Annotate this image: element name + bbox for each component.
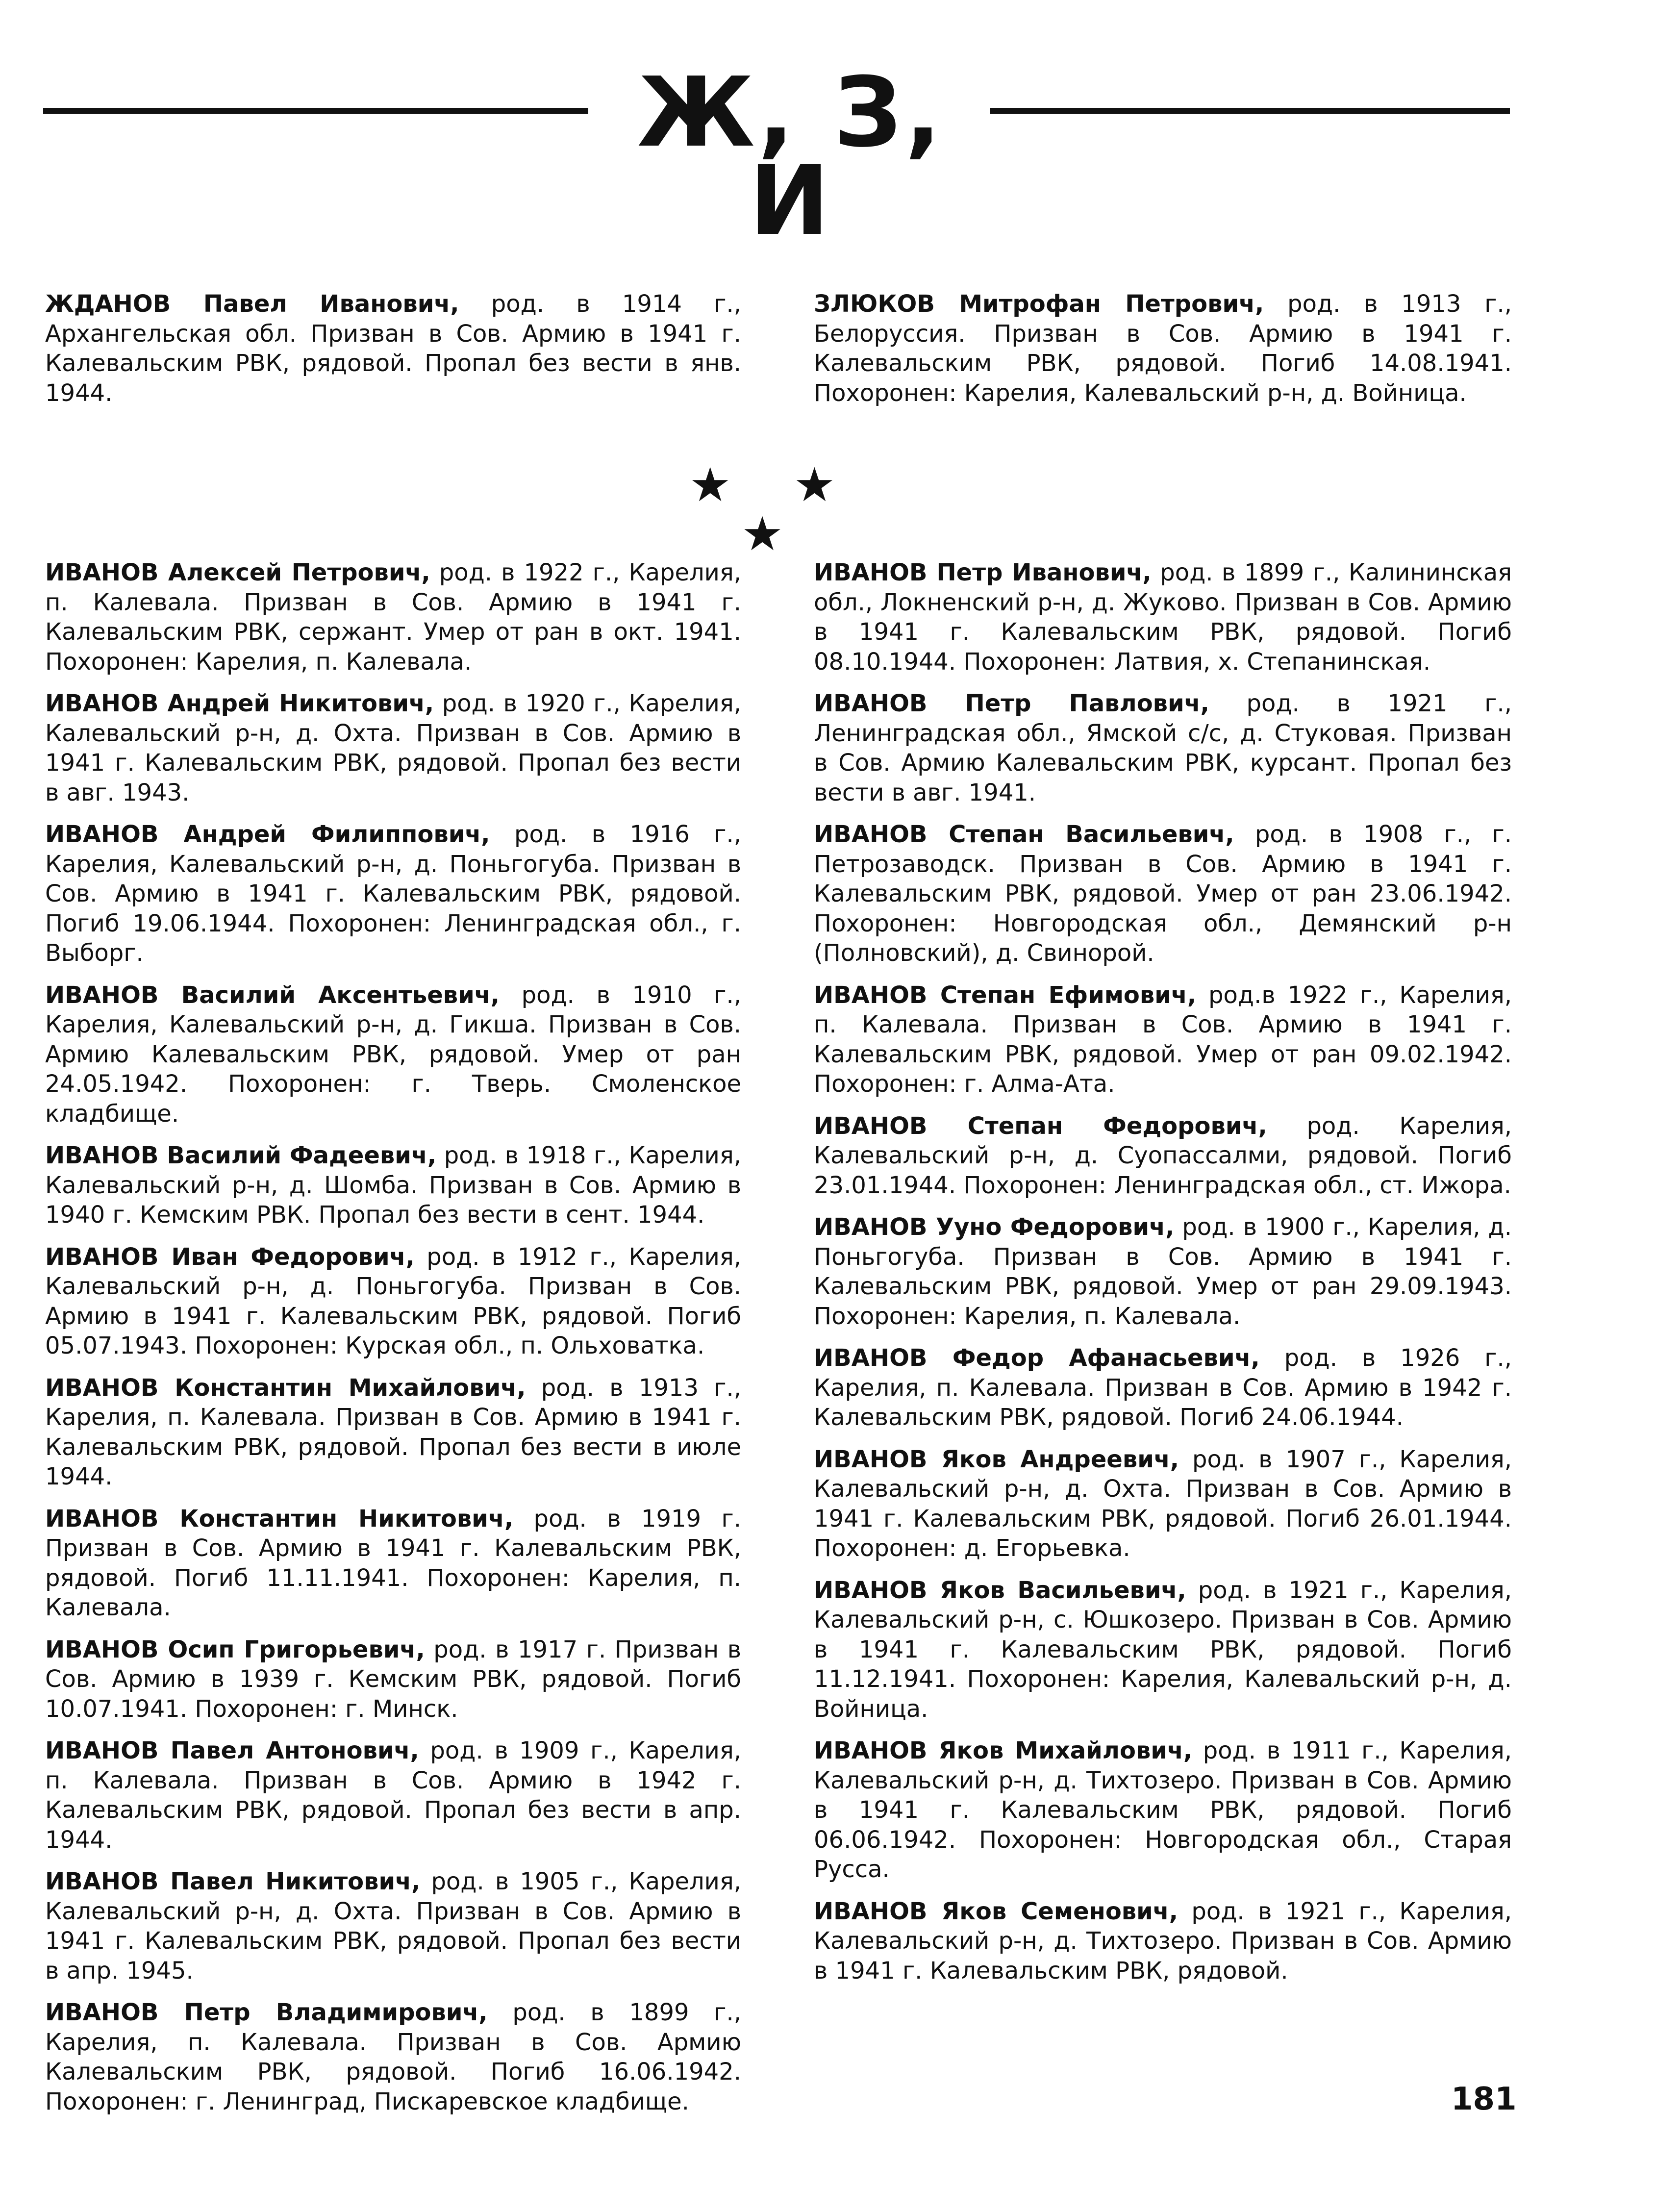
list-item: [45, 1635, 741, 1724]
entry-text: род. в 1920 г., Карелия, Калевальский р-н, д. Охта. Призван в Сов. Армию в 1941 г. Калевальским РВК, рядовой. Пропал без вести в авг. 1943.: [45, 690, 742, 806]
entry-text: род. в 1921 г., Ленинградская обл., Ямской с/с, д. Стуковая. Призван в Сов. Армию Калевальским РВК, курсант. Пропал без вести в авг. 1941.: [814, 690, 1512, 806]
entry-name: ИВАНОВ Яков Васильевич,: [814, 1576, 1186, 1604]
list-item: [814, 689, 1512, 807]
entry-text: род.в 1922 г., Карелия, п. Калевала. Призван в Сов. Армию в 1941 г. Калевальским РВК, рядовой. Умер от ран 09.02.1942. Похоронен: г. Алма-Ата.: [814, 981, 1512, 1098]
entry-text: род. в 1922 г., Карелия, п. Калевала. Призван в Сов. Армию в 1941 г. Калевальским РВК, сержант. Умер от ран в окт. 1941. Похоронен: Карелия, п. Калевала.: [45, 559, 742, 676]
entry-name: ИВАНОВ Иван Федорович,: [45, 1243, 415, 1271]
list-item: [814, 1445, 1512, 1563]
entry-name: ЖДАНОВ Павел Иванович,: [45, 290, 459, 318]
entry-text: род. в 1900 г., Карелия, д. Поньгогуба. Призван в Сов. Армию в 1941 г. Калевальским РВК, рядовой. Умер от ран 29.09.1943. Похоронен: Карелия, п. Калевала.: [814, 1213, 1512, 1330]
list-item: [814, 1576, 1512, 1724]
entry-name: ИВАНОВ Федор Афанасьевич,: [814, 1344, 1260, 1372]
list-item: [45, 1141, 741, 1230]
list-item: [814, 1111, 1512, 1201]
entry-text: род. в 1913 г., Карелия, п. Калевала. Призван в Сов. Армию в 1941 г. Калевальским РВК, рядовой. Пропал без вести в июле 1944.: [45, 1374, 741, 1490]
list-item: [45, 689, 741, 807]
entry-text: род. в 1905 г., Карелия, Калевальский р-н, д. Охта. Призван в Сов. Армию в 1941 г. Калевальским РВК, рядовой. Пропал без вести в апр. 1945.: [45, 1868, 742, 1985]
entry-name: ИВАНОВ Андрей Филиппович,: [45, 821, 490, 848]
list-item: [45, 980, 741, 1129]
list-item: [45, 1867, 741, 1986]
list-item: [814, 558, 1512, 677]
list-item: [45, 1504, 741, 1623]
entry-name: ЗЛЮКОВ Митрофан Петрович,: [814, 290, 1264, 318]
entry-text: род. в 1914 г., Архангельская обл. Призван в Сов. Армию в 1941 г. Калевальским РВК, рядовой. Пропал без вести в янв. 1944.: [45, 290, 741, 407]
entry-text: род. в 1926 г., Карелия, п. Калевала. Призван в Сов. Армию в 1942 г. Калевальским РВК, рядовой. Погиб 24.06.1944.: [814, 1344, 1512, 1431]
entry-text: род. в 1918 г., Карелия, Калевальский р-н, д. Шомба. Призван в Сов. Армию в 1940 г. Кемским РВК. Пропал без вести в сент. 1944.: [45, 1142, 742, 1229]
entry-name: ИВАНОВ Яков Андреевич,: [814, 1445, 1179, 1473]
entry-name: ИВАНОВ Ууно Федорович,: [814, 1213, 1175, 1241]
page-number: 181: [1451, 2081, 1517, 2117]
entry-text: род. в 1912 г., Карелия, Калевальский р-н, д. Поньгогуба. Призван в Сов. Армию в 1941 г. Калевальским РВК, рядовой. Погиб 05.07.1943. Похоронен: Курская обл., п. Ольховатка.: [45, 1243, 742, 1359]
entry-name: ИВАНОВ Павел Никитович,: [45, 1868, 421, 1895]
list-item: [45, 820, 741, 968]
entry-name: ИВАНОВ Степан Федорович,: [814, 1112, 1267, 1140]
list-item: [45, 289, 741, 408]
entry-name: ИВАНОВ Осип Григорьевич,: [45, 1635, 425, 1663]
entry-name: ИВАНОВ Василий Фадеевич,: [45, 1142, 437, 1169]
left-column: [45, 558, 741, 2116]
entry-text: род. в 1917 г. Призван в Сов. Армию в 1939 г. Кемским РВК, рядовой. Погиб 10.07.1941. Похоронен: г. Минск.: [45, 1635, 742, 1723]
top-left-column: [45, 289, 741, 408]
entry-text: род. в 1899 г., Карелия, п. Калевала. Призван в Сов. Армию Калевальским РВК, рядовой. Погиб 16.06.1942. Похоронен: г. Ленинград, Пискаревское кладбище.: [45, 1999, 741, 2115]
entry-text: род. в 1907 г., Карелия, Калевальский р-н, д. Охта. Призван в Сов. Армию в 1941 г. Калевальским РВК, рядовой. Погиб 26.01.1944. Похоронен: д. Егорьевка.: [814, 1445, 1512, 1562]
list-item: [814, 1343, 1512, 1433]
entry-name: ИВАНОВ Петр Иванович,: [814, 559, 1152, 586]
entry-name: ИВАНОВ Василий Аксентьевич,: [45, 981, 500, 1009]
list-item: [814, 1736, 1512, 1885]
entry-text: род. в 1911 г., Карелия, Калевальский р-н, д. Тихтозеро. Призван в Сов. Армию в 1941 г. Калевальским РВК, рядовой. Погиб 06.06.1942. Похоронен: Новгородская обл., Старая Русса.: [814, 1737, 1512, 1883]
entry-text: род. в 1899 г., Калининская обл., Локненский р-н, д. Жуково. Призван в Сов. Армию в 1941 г. Калевальским РВК, рядовой. Погиб 08.10.1944. Похоронен: Латвия, х. Степанинская.: [814, 559, 1512, 676]
entry-name: ИВАНОВ Степан Ефимович,: [814, 981, 1197, 1009]
top-right-column: [814, 289, 1512, 408]
entry-name: ИВАНОВ Степан Васильевич,: [814, 821, 1234, 848]
entry-name: ИВАНОВ Алексей Петрович,: [45, 559, 430, 586]
section-header: [43, 57, 1510, 257]
entry-name: ИВАНОВ Андрей Никитович,: [45, 690, 434, 717]
list-item: [45, 1373, 741, 1492]
list-item: [45, 1736, 741, 1855]
right-column: [814, 558, 1512, 1986]
entry-name: ИВАНОВ Яков Семенович,: [814, 1897, 1178, 1925]
header-rule-left: [43, 108, 588, 114]
entry-text: род. в 1919 г. Призван в Сов. Армию в 1941 г. Калевальским РВК, рядовой. Погиб 11.11.1941. Похоронен: Карелия, п. Калевала.: [45, 1505, 742, 1621]
entry-text: род. в 1916 г., Карелия, Калевальский р-н, д. Поньгогуба. Призван в Сов. Армию в 1941 г. Калевальским РВК, рядовой. Погиб 19.06.1944. Похоронен: Ленинградская обл., г. Выборг.: [45, 821, 741, 967]
entry-text: род. в 1913 г., Белоруссия. Призван в Сов. Армию в 1941 г. Калевальским РВК, рядовой. Погиб 14.08.1941. Похоронен: Карелия, Калевальский р-н, д. Войница.: [814, 290, 1512, 407]
list-item: [45, 1998, 741, 2116]
list-item: [814, 820, 1512, 968]
entry-name: ИВАНОВ Константин Никитович,: [45, 1505, 514, 1533]
section-letters: Ж, З, И: [637, 57, 945, 257]
list-item: [814, 1897, 1512, 1986]
entry-text: род. в 1910 г., Карелия, Калевальский р-н, д. Гикша. Призван в Сов. Армию Калевальским РВК, рядовой. Умер от ран 24.05.1942. Похоронен: г. Тверь. Смоленское кладбище.: [45, 981, 741, 1128]
separator-stars: ★ ★ ★: [689, 459, 860, 560]
list-item: [45, 558, 741, 677]
list-item: [814, 289, 1512, 408]
entry-name: ИВАНОВ Петр Павлович,: [814, 690, 1209, 717]
entry-name: ИВАНОВ Петр Владимирович,: [45, 1999, 488, 2026]
entry-name: ИВАНОВ Яков Михайлович,: [814, 1737, 1193, 1764]
list-item: [45, 1242, 741, 1361]
entry-text: род. в 1921 г., Карелия, Калевальский р-н, с. Юшкозеро. Призван в Сов. Армию в 1941 г. Калевальским РВК, рядовой. Погиб 11.12.1941. Похоронен: Карелия, Калевальский р-н, д. Войница.: [814, 1576, 1512, 1723]
entry-text: род. в 1908 г., г. Петрозаводск. Призван в Сов. Армию в 1941 г. Калевальским РВК, рядовой. Умер от ран 23.06.1942. Похоронен: Новгородская обл., Демянский р-н (Полновский), д. Свинорой.: [814, 821, 1512, 967]
entry-text: род. в 1909 г., Карелия, п. Калевала. Призван в Сов. Армию в 1942 г. Калевальским РВК, рядовой. Пропал без вести в апр. 1944.: [45, 1737, 742, 1854]
entry-text: род. в 1921 г., Карелия, Калевальский р-н, д. Тихтозеро. Призван в Сов. Армию в 1941 г. Калевальским РВК, рядовой.: [814, 1897, 1512, 1985]
header-rule-right: [990, 108, 1510, 114]
entry-text: род. Карелия, Калевальский р-н, д. Суопассалми, рядовой. Погиб 23.01.1944. Похоронен: Ленинградская обл., ст. Ижора.: [814, 1112, 1512, 1199]
list-item: [814, 980, 1512, 1099]
entry-name: ИВАНОВ Константин Михайлович,: [45, 1374, 526, 1402]
entry-name: ИВАНОВ Павел Антонович,: [45, 1737, 419, 1764]
list-item: [814, 1212, 1512, 1331]
